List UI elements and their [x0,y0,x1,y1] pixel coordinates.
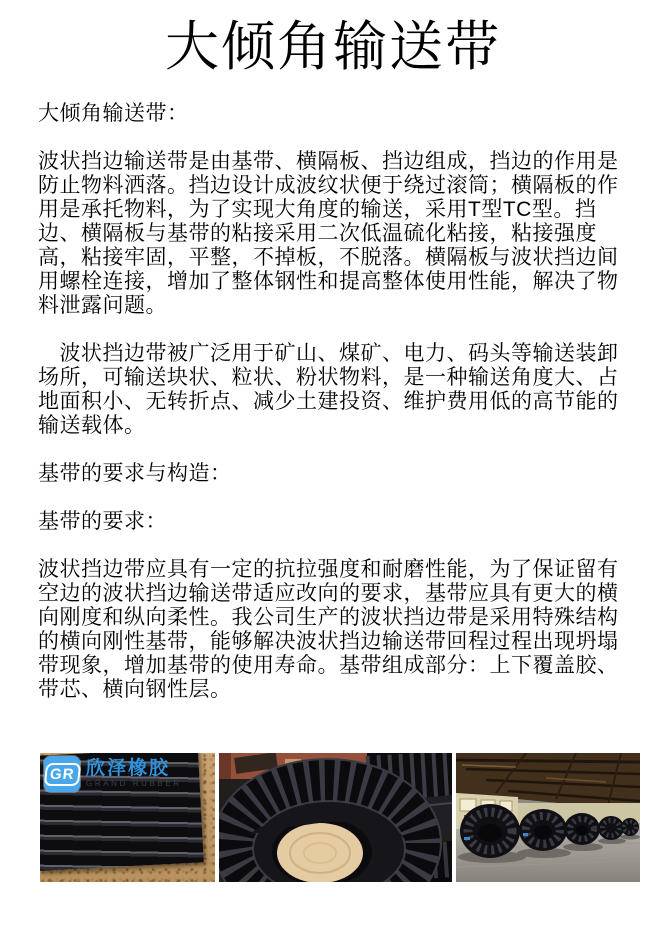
belt-ring-graphic [219,753,452,882]
page-title: 大倾角输送带 [165,17,501,77]
article-body [0,102,666,702]
brand-name-en: GRAND RUBBER [86,779,182,788]
brand-logo-icon [44,756,80,792]
paragraph-baseband-heading: 基带的要求与构造： [38,462,232,485]
paragraph-intro-label: 大倾角输送带： [38,102,189,125]
photo-warehouse-stock [456,753,640,882]
photo-belt-ring [219,753,452,882]
warehouse-graphic [456,753,640,882]
paragraph-structure: 波状挡边输送带是由基带、横隔板、挡边组成，挡边的作用是防止物料洒落。挡边设计成波纹状便于绕过滚筒；横隔板的作用是承托物料，为了实现大角度的输送，采用T型TC型。挡边、横隔板与基带的粘接采用二次低温硫化粘接，粘接强度高，粘接牢固，平整，不掉板，不脱落。横隔板与波状挡边间用螺栓连接，增加了整体钢性和提高整体使用性能，解决了物料泄露问题。 [38,150,619,317]
photo-corrugated-strips [40,753,215,882]
product-photo-row [40,753,640,882]
brand-logo-abbr: GR [44,763,81,786]
paragraph-baseband-detail: 波状挡边带应具有一定的抗拉强度和耐磨性能，为了保证留有空边的波状挡边输送带适应改向的要求，基带应具有更大的横向刚度和纵向柔性。我公司生产的波状挡边带是采用特殊结构的横向刚性基带，能够解决波状挡边输送带回程过程出现坍塌带现象，增加基带的使用寿命。基带组成部分：上下覆盖胶、带芯、横向钢性层。 [38,558,619,701]
brand-name-cn: 欣泽橡胶 [86,758,171,779]
paragraph-applications: 波状挡边带被广泛用于矿山、煤矿、电力、码头等输送装卸场所，可输送块状、粒状、粉状物料，是一种输送角度大、占地面积小、无转折点、减少土建投资、维护费用低的高节能的输送载体。 [38,342,619,437]
brand-logo-text [86,756,182,789]
paragraph-baseband-subheading: 基带的要求： [38,510,167,533]
brand-logo [44,756,182,792]
